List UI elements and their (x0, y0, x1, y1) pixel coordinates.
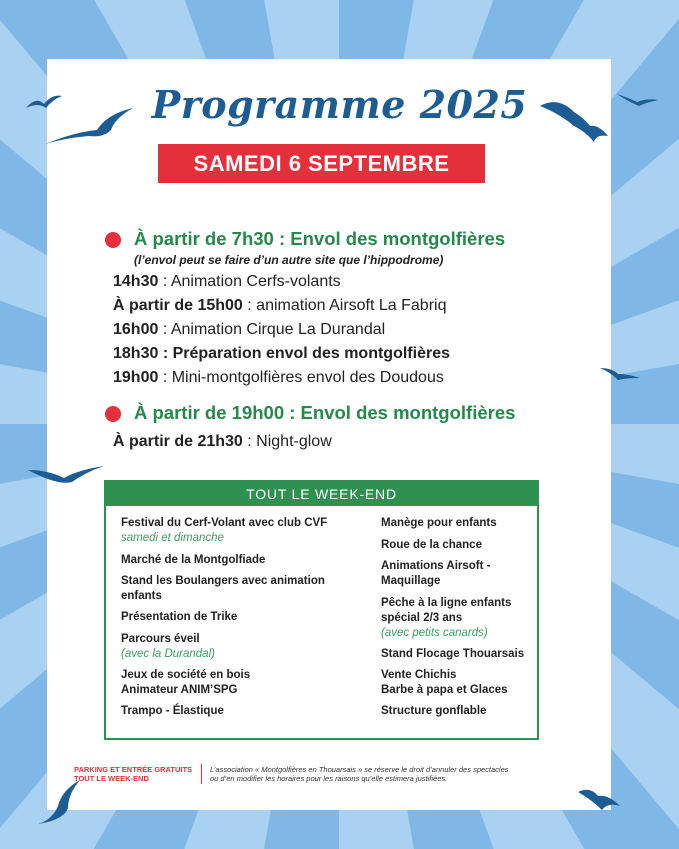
weekend-item: Structure gonflable (381, 705, 487, 717)
weekend-item: Marché de la Montgolfiade (121, 554, 266, 566)
bullet-dot-icon (105, 406, 121, 422)
bird-icon (578, 786, 620, 812)
weekend-item: Pêche à la ligne enfants spécial 2/3 ans (avec petits canards) (381, 597, 512, 639)
weekend-item: Stand les Boulangers avec animation enfants (121, 575, 325, 602)
weekend-item: Manège pour enfants (381, 517, 497, 529)
highlight-note: (l’envol peut se faire d’un autre site que l’hippodrome) (134, 253, 444, 267)
weekend-item: Trampo - Élastique (121, 705, 224, 717)
footer-parking-note: PARKING ET ENTRÉE GRATUITS TOUT LE WEEK-END (74, 765, 193, 783)
date-banner: SAMEDI 6 SEPTEMBRE (158, 144, 485, 183)
footer-divider (201, 764, 202, 784)
weekend-item: Jeux de société en bois Animateur ANIM’SPG (121, 669, 251, 696)
schedule-item: 14h30 : Animation Cerfs-volants (113, 273, 341, 290)
schedule-item: À partir de 21h30 : Night-glow (113, 433, 332, 450)
bullet-dot-icon (105, 232, 121, 248)
weekend-item: Roue de la chance (381, 539, 482, 551)
bird-icon (600, 364, 640, 382)
schedule-item: 18h30 : Préparation envol des montgolfières (113, 345, 450, 362)
schedule-item: 19h00 : Mini-montgolfières envol des Doudous (113, 369, 444, 386)
weekend-item: Vente Chichis Barbe à papa et Glaces (381, 669, 508, 696)
schedule-item: À partir de 15h00 : animation Airsoft La Fabriq (113, 297, 447, 314)
bird-icon (28, 460, 104, 488)
schedule-item: 16h00 : Animation Cirque La Durandal (113, 321, 386, 338)
weekend-item: Parcours éveil (avec la Durandal) (121, 633, 215, 660)
highlight-heading: À partir de 7h30 : Envol des montgolfières (134, 228, 506, 249)
page-title: Programme 2025 (151, 82, 528, 127)
footer-disclaimer: L’association « Montgolfières en Thouarsais » se réserve le droit d’annuler des spectacles ou d’en modifier les horaires pour les raisons qu’elle estimera justifiées. (210, 765, 509, 783)
highlight-heading: À partir de 19h00 : Envol des montgolfières (134, 402, 516, 423)
weekend-header: TOUT LE WEEK-END (106, 482, 537, 506)
bird-icon (38, 780, 80, 828)
weekend-item: Festival du Cerf-Volant avec club CVF samedi et dimanche (121, 517, 328, 544)
weekend-item: Présentation de Trike (121, 611, 238, 623)
weekend-item: Animations Airsoft - Maquillage (381, 560, 491, 587)
weekend-item: Stand Flocage Thouarsais (381, 648, 525, 660)
